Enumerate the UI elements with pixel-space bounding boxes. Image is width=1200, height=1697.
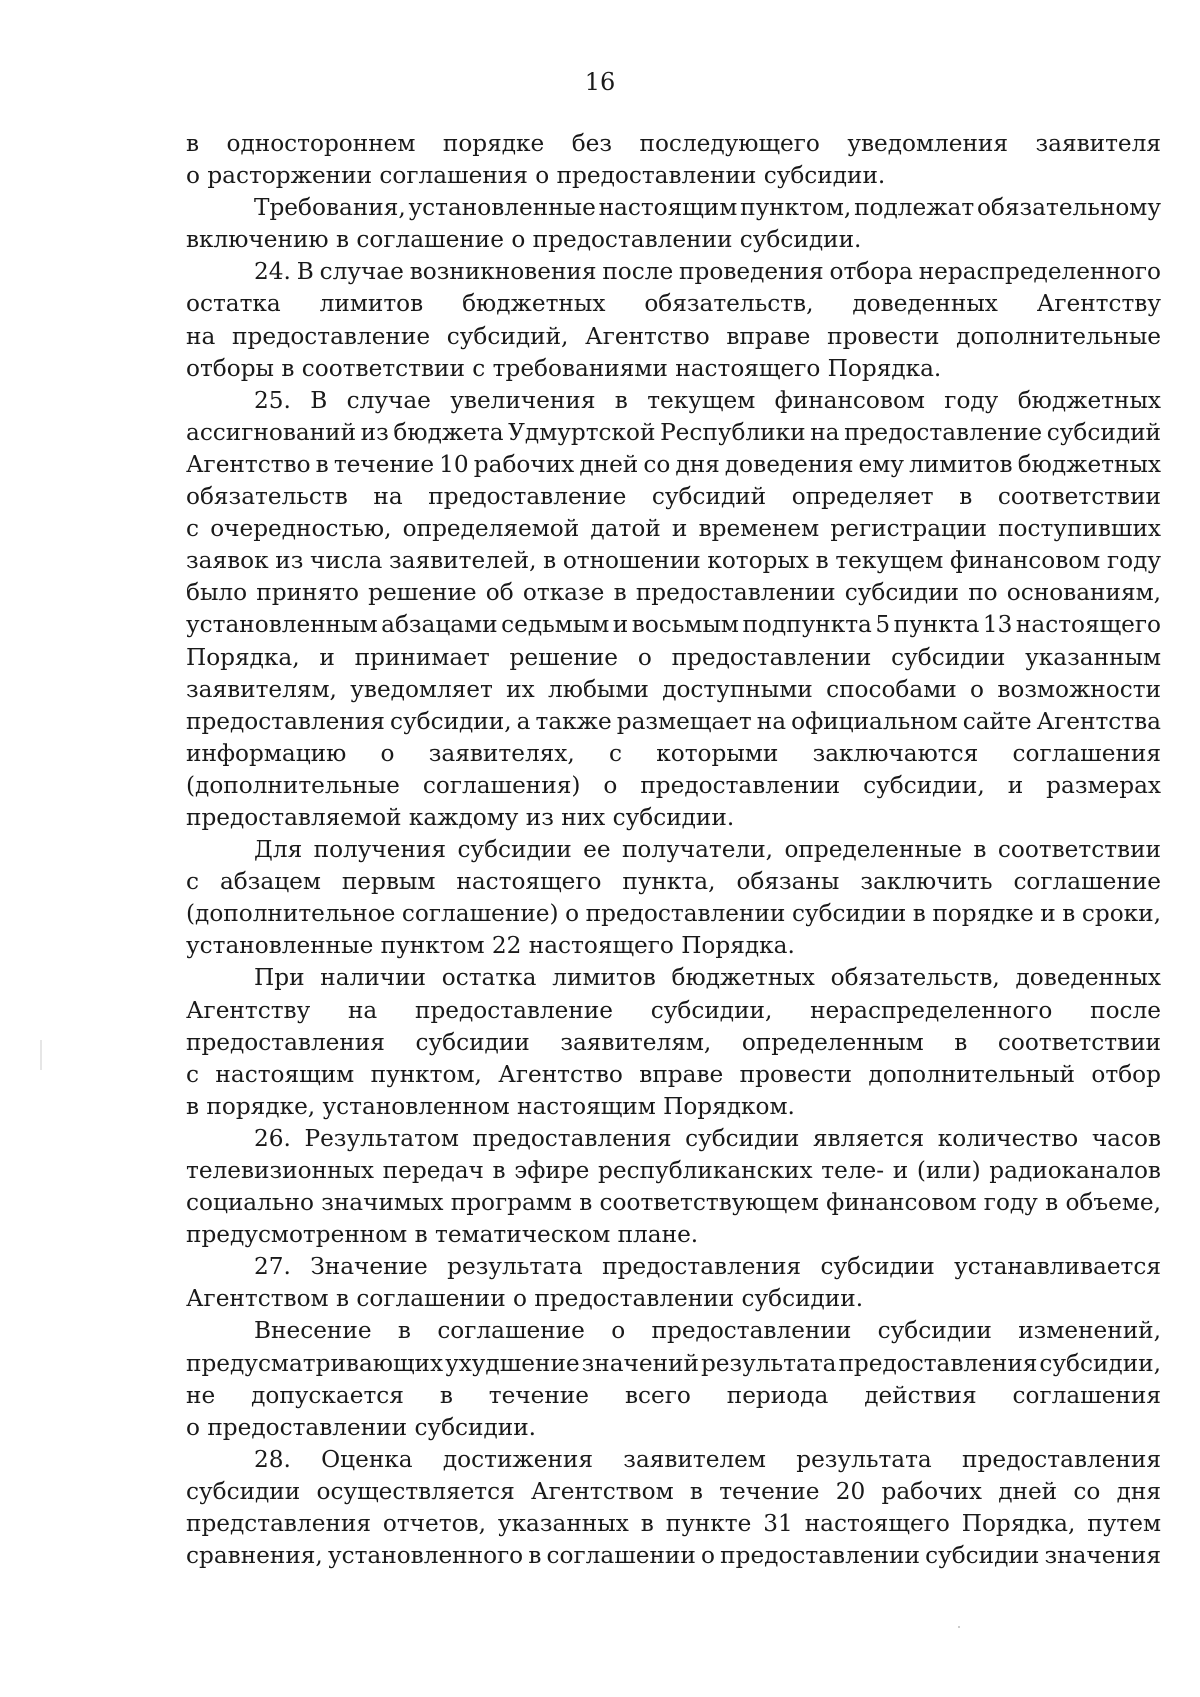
text-line: установленные пунктом 22 настоящего Порядка. bbox=[186, 932, 795, 960]
text-line: было принято решение об отказе в предоставлении субсидии по основаниям, bbox=[186, 579, 1161, 607]
paragraph bbox=[186, 834, 1161, 962]
text-line: 28. Оценка достижения заявителем результата предоставления bbox=[254, 1445, 1161, 1473]
text-line: не допускается в течение всего периода действия соглашения bbox=[186, 1381, 1161, 1409]
text-line: телевизионных передач в эфире республиканских теле- и (или) радиоканалов bbox=[186, 1157, 1161, 1184]
text-line: с очередностью, определяемой датой и временем регистрации поступивших bbox=[186, 515, 1161, 543]
paragraph-item-28 bbox=[186, 1444, 1161, 1572]
text-line: остатка лимитов бюджетных обязательств, доведенных Агентству bbox=[186, 290, 1161, 318]
text-line: субсидии осуществляется Агентством в течение 20 рабочих дней со дня bbox=[186, 1477, 1161, 1505]
text-line: предусмотренном в тематическом плане. bbox=[186, 1221, 699, 1249]
text-line: на предоставление субсидий, Агентство вправе провести дополнительные bbox=[186, 322, 1161, 350]
text-line: При наличии остатка лимитов бюджетных обязательств, доведенных bbox=[254, 964, 1161, 992]
paragraph-item-27 bbox=[186, 1251, 1161, 1315]
text-line: предоставления субсидии заявителям, определенным в соответствии bbox=[186, 1028, 1161, 1056]
text-line: 27. Значение результата предоставления субсидии устанавливается bbox=[254, 1253, 1161, 1281]
text-line: в одностороннем порядке без последующего уведомления заявителя bbox=[186, 130, 1161, 157]
text-line: 26. Результатом предоставления субсидии является количество часов bbox=[254, 1124, 1161, 1152]
paragraph bbox=[186, 192, 1161, 256]
text-line: Порядка, и принимает решение о предоставлении субсидии указанным bbox=[186, 643, 1161, 671]
text-line: Внесение в соглашение о предоставлении субсидии изменений, bbox=[254, 1317, 1161, 1345]
text-line: предоставляемой каждому из них субсидии. bbox=[186, 803, 735, 831]
scan-margin-mark bbox=[40, 1040, 42, 1070]
paragraph bbox=[186, 1315, 1161, 1443]
text-line: с абзацем первым настоящего пункта, обязаны заключить соглашение bbox=[186, 868, 1161, 896]
text-line: Для получения субсидии ее получатели, определенные в соответствии bbox=[254, 836, 1161, 864]
text-line: информацию о заявителях, с которыми заключаются соглашения bbox=[186, 739, 1161, 767]
paragraph-item-25 bbox=[186, 385, 1161, 834]
text-line: 25. В случае увеличения в текущем финансовом году бюджетных bbox=[254, 386, 1161, 414]
text-line: предусматривающих ухудшение значений результата предоставления субсидии, bbox=[186, 1349, 1161, 1377]
text-line: предоставления субсидии, а также размещает на официальном сайте Агентства bbox=[186, 707, 1161, 735]
paragraph-item-24 bbox=[186, 256, 1161, 384]
text-line: о расторжении соглашения о предоставлении субсидии. bbox=[186, 162, 886, 190]
scan-speck bbox=[958, 1626, 960, 1628]
text-line: Агентство в течение 10 рабочих дней со дня доведения ему лимитов бюджетных bbox=[186, 450, 1161, 478]
text-line: с настоящим пунктом, Агентство вправе провести дополнительный отбор bbox=[186, 1060, 1161, 1088]
text-line: включению в соглашение о предоставлении субсидии. bbox=[186, 226, 862, 254]
text-line: социально значимых программ в соответствующем финансовом году в объеме, bbox=[186, 1189, 1161, 1217]
text-line: ассигнований из бюджета Удмуртской Республики на предоставление субсидий bbox=[186, 418, 1161, 446]
document-body bbox=[186, 128, 1161, 1572]
text-line: обязательств на предоставление субсидий определяет в соответствии bbox=[186, 483, 1161, 511]
text-line: отборы в соответствии с требованиями настоящего Порядка. bbox=[186, 354, 942, 382]
text-line: заявителям, уведомляет их любыми доступными способами о возможности bbox=[186, 675, 1161, 703]
text-line: заявок из числа заявителей, в отношении которых в текущем финансовом году bbox=[186, 547, 1161, 575]
text-line: (дополнительное соглашение) о предоставлении субсидии в порядке и в сроки, bbox=[186, 900, 1161, 928]
text-line: Требования, установленные настоящим пунктом, подлежат обязательному bbox=[254, 194, 1161, 222]
page-number: 16 bbox=[584, 68, 616, 96]
text-line: представления отчетов, указанных в пункте 31 настоящего Порядка, путем bbox=[186, 1510, 1161, 1538]
text-line: сравнения, установленного в соглашении о предоставлении субсидии значения bbox=[186, 1542, 1161, 1570]
text-line: Агентством в соглашении о предоставлении субсидии. bbox=[186, 1285, 864, 1313]
paragraph-item-26 bbox=[186, 1123, 1161, 1251]
paragraph bbox=[186, 962, 1161, 1122]
text-line: 24. В случае возникновения после проведения отбора нераспределенного bbox=[254, 258, 1161, 286]
text-line: в порядке, установленном настоящим Порядком. bbox=[186, 1092, 795, 1120]
text-line: о предоставлении субсидии. bbox=[186, 1413, 537, 1441]
text-line: Агентству на предоставление субсидии, нераспределенного после bbox=[186, 996, 1161, 1024]
text-line: установленным абзацами седьмым и восьмым подпункта 5 пункта 13 настоящего bbox=[186, 611, 1161, 639]
paragraph bbox=[186, 128, 1161, 192]
text-line: (дополнительные соглашения) о предоставлении субсидии, и размерах bbox=[186, 771, 1161, 799]
